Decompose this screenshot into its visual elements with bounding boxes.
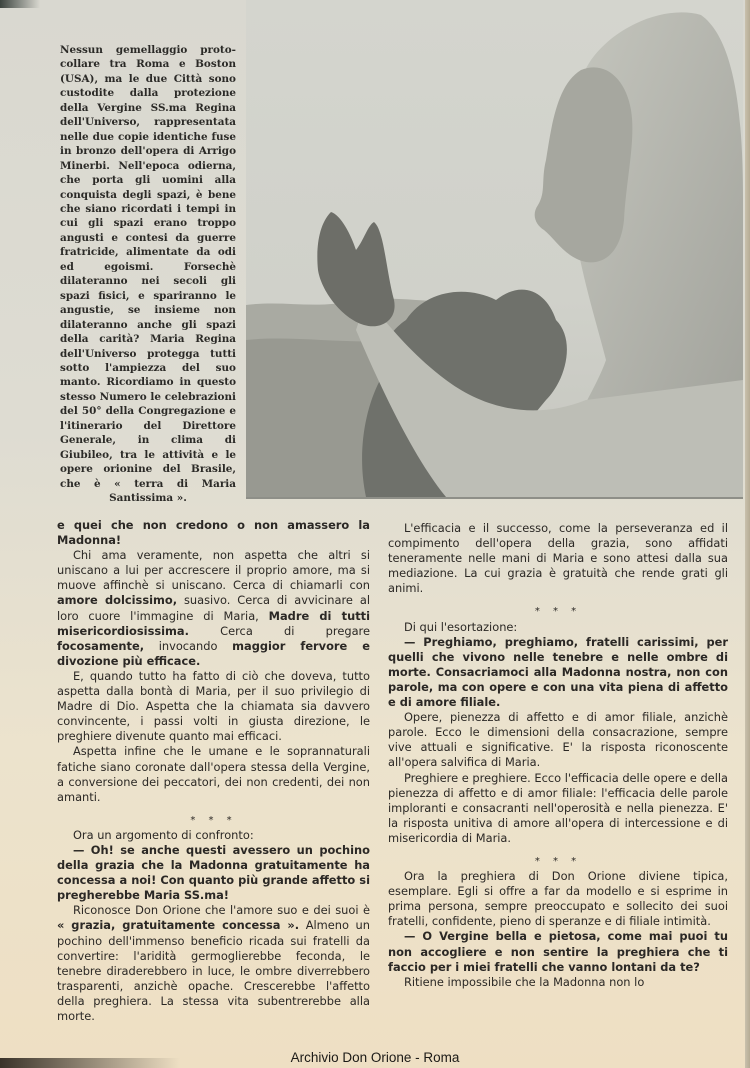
paragraph: Ora la preghiera di Don Orione diviene tipica, esemplare. Egli si offre a far da modello e si esprime in prima persona, sempre preoccupato e sollecito dei suoi fratelli, confidente, pieno di speranze e di filiale intimità. xyxy=(388,869,728,929)
paragraph xyxy=(57,903,370,1024)
photo-caption: Nessun gemellaggio protocollare tra Roma e Boston (USA), ma le due Città sono custodite dalla protezione della Vergine SS.ma Regina dell'Universo, rappresentata nelle due copie identiche fuse in bronzo dell'opera di Arrigo Minerbi. Nell'epoca odierna, che porta gli uomini alla conquista degli spazi, è bene che siano ricordati i tempi in cui gli spazi erano troppo angusti e contesi da guerre fratricide, alimentate da odi ed egoismi. Forsechè dilateranno nei secoli gli spazi fisici, e spariranno le angustie, se insieme non dilateranno anche gli spazi della carità? Maria Regina dell'Universo protegga tutti sotto l'ampiezza del suo manto. Ricordiamo in questo stesso Numero le celebrazioni del 50° della Congregazione e l'itinerario del Direttore Generale, in clima di Giubileo, tra le attività e le opere orionine del Brasile, che è « terra di Maria Santissima ». xyxy=(60,44,236,505)
paragraph: e quei che non credono o non amassero la Madonna! xyxy=(57,518,370,548)
paragraph: Ritiene impossibile che la Madonna non lo xyxy=(403,974,645,989)
text-run: Cerca di pregare xyxy=(188,623,370,638)
text-run: Riconosce Don Orione che l'amore suo e dei suoi è xyxy=(72,903,370,918)
archive-footer: Archivio Don Orione - Roma xyxy=(290,1050,460,1065)
bold-text: amore dolcissimo, xyxy=(57,593,178,608)
page-edge-right xyxy=(745,0,750,1068)
text-run: invocando xyxy=(144,638,233,653)
bold-text: maggior fervore e divozione più efficace. xyxy=(57,638,371,668)
section-divider: * * * xyxy=(534,855,582,867)
paragraph: Aspetta infine che le umane e le soprannaturali fatiche siano coronate dall'opera stessa della Vergine, a conversione dei peccatori, dei non credenti, dei non amanti. xyxy=(57,744,370,804)
paragraph: Ora un argomento di confronto: xyxy=(72,827,254,842)
paragraph: Opere, pienezza di affetto e di amor filiale, anzichè parole. Ecco le dimensioni della consacrazione, sempre vive attuali e significative. E' la risposta riconoscente all'opera salvifica di Maria. xyxy=(388,710,728,770)
bold-text: focosamente, xyxy=(57,638,145,653)
text-run: suasivo. Cerca di avvicinare al loro cuore l'immagine di Maria, xyxy=(57,593,370,623)
paragraph: E, quando tutto ha fatto di ciò che doveva, tutto aspetta dalla bontà di Maria, per il suo privilegio di Madre di Dio. Aspetta che la chiamata sia davvero convincente, i passi volti in giusta direzione, le preghiere divenute quanto mai efficaci. xyxy=(57,668,370,744)
paragraph xyxy=(57,548,370,669)
quote-paragraph: — Oh! se anche questi avessero un pochino della grazia che la Madonna gratuitamente ha concessa a noi! Con quanto più grande affetto si pregherebbe Maria SS.ma! xyxy=(57,842,370,903)
paragraph: Preghiere e preghiere. Ecco l'efficacia delle opere e della pienezza di affetto e di amor filiale: l'efficacia delle parole imploranti e consacranti nell'operosità e nella pienezza. E' la risposta unitiva di amore all'opera di intercessione e di misericordia di Maria. xyxy=(388,770,728,845)
section-divider: * * * xyxy=(534,606,582,618)
text-run: Almeno un pochino dell'immenso beneficio ricada sui fratelli da convertire: l'aridità germoglierebbe feconda, le tenebre diraderebbero in luce, le ombre diverrebbero trasparenti, anzichè opache. Crescerebbe l'affetto della preghiera. La stessa vita subentrerebbe alla morte. xyxy=(57,918,370,1023)
statue-photo xyxy=(246,0,743,499)
article-column-right xyxy=(388,521,728,990)
quote-paragraph: — Preghiamo, preghiamo, fratelli carissimi, per quelli che vivono nelle tenebre e nelle ombre di morte. Consacriamoci alla Madonna nostra, non con parole, ma con opere e con una vita piena di affetto e di amore filiale. xyxy=(388,634,728,710)
bold-text: Madre di tutti misericordiosissima. xyxy=(57,608,370,638)
paragraph: Di qui l'esortazione: xyxy=(403,619,518,634)
section-divider: * * * xyxy=(190,814,237,826)
paragraph: L'efficacia e il successo, come la perseveranza ed il compimento dell'opera della grazia, sono affidati teneramente nelle mani di Maria e sono attesi dalla sua mediazione. La cui grazia è gratuità che rende grati gli animi. xyxy=(388,521,728,596)
article-column-left xyxy=(57,518,370,1024)
statue-illustration xyxy=(246,0,743,497)
page-edge-shadow-bottom xyxy=(0,1058,180,1068)
page-edge-shadow-top xyxy=(0,0,40,8)
text-run: Chi ama veramente, non aspetta che altri si uniscano a lui per accrescere il proprio amore, ma si muove affinchè si uniscano. Cerca di chiamarli con xyxy=(57,548,370,593)
quote-paragraph: — O Vergine bella e pietosa, come mai puoi tu non accogliere e non sentire la preghiera che ti faccio per i miei fratelli che vanno lontani da te? xyxy=(388,929,728,974)
bold-text: « grazia, gratuitamente concessa ». xyxy=(57,918,300,933)
